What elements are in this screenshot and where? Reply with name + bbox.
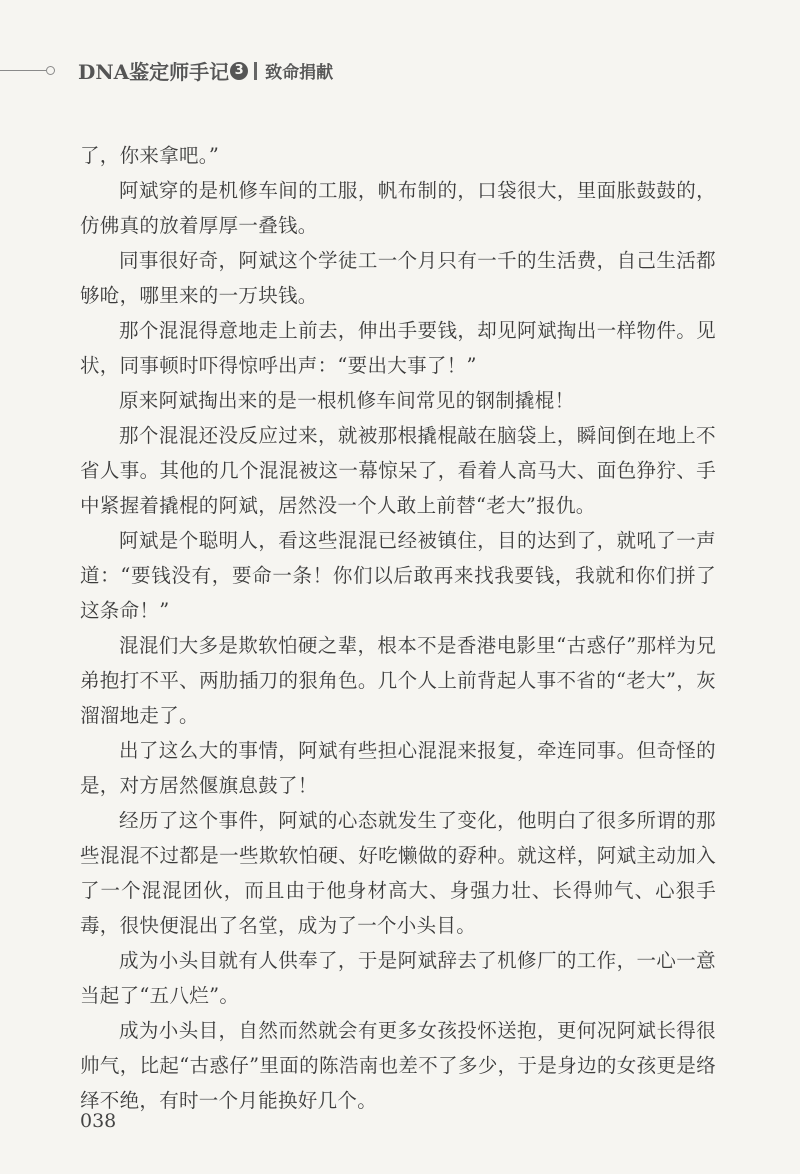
page-body: [80, 138, 716, 1118]
paragraph: 那个混混得意地走上前去，伸出手要钱，却见阿斌掏出一样物件。见状，同事顿时吓得惊呼出声：“要出大事了！”: [80, 319, 716, 377]
paragraph: 混混们大多是欺软怕硬之辈，根本不是香港电影里“古惑仔”那样为兄弟抱打不平、两肋插刀的狠角色。几个人上前背起人事不省的“老大”，灰溜溜地走了。: [80, 634, 716, 727]
paragraph: 出了这么大的事情，阿斌有些担心混混来报复，牵连同事。但奇怪的是，对方居然偃旗息鼓了！: [80, 739, 716, 797]
paragraph: 原来阿斌掏出来的是一根机修车间常见的钢制撬棍！: [119, 389, 575, 412]
paragraph: 阿斌是个聪明人，看这些混混已经被镇住，目的达到了，就吼了一声道：“要钱没有，要命一条！你们以后敢再来找我要钱，我就和你们拼了这条命！”: [80, 529, 716, 622]
book-title: DNA鉴定师手记: [78, 60, 230, 84]
paragraph: 那个混混还没反应过来，就被那根撬棍敲在脑袋上，瞬间倒在地上不省人事。其他的几个混混被这一幕惊呆了，看着人高马大、面色狰狞、手中紧握着撬棍的阿斌，居然没一个人敢上前替“老大”报仇。: [80, 424, 716, 517]
paragraph: 成为小头目，自然而然就会有更多女孩投怀送抱，更何况阿斌长得很帅气，比起“古惑仔”里面的陈浩南也差不了多少，于是身边的女孩更是络绎不绝，有时一个月能换好几个。: [80, 1019, 716, 1112]
paragraph: 了，你来拿吧。”: [80, 144, 220, 167]
volume-badge: 3: [230, 62, 248, 80]
paragraph: 同事很好奇，阿斌这个学徒工一个月只有一千的生活费，自己生活都够呛，哪里来的一万块钱。: [80, 249, 716, 307]
header-rule-line: [0, 70, 46, 71]
paragraph: 成为小头目就有人供奉了，于是阿斌辞去了机修厂的工作，一心一意当起了“五八烂”。: [80, 949, 716, 1007]
header-circle-ornament: [46, 66, 55, 75]
paragraph: 经历了这个事件，阿斌的心态就发生了变化，他明白了很多所谓的那些混混不过都是一些欺软怕硬、好吃懒做的孬种。就这样，阿斌主动加入了一个混混团伙，而且由于他身材高大、身强力壮、长得帅气、心狠手毒，很快便混出了名堂，成为了一个小头目。: [80, 809, 716, 937]
book-subtitle: 致命捐献: [265, 63, 334, 83]
paragraph: 阿斌穿的是机修车间的工服，帆布制的，口袋很大，里面胀鼓鼓的，仿佛真的放着厚厚一叠钱。: [80, 179, 716, 237]
header-title-group: [78, 56, 333, 85]
running-header: [0, 52, 800, 92]
header-separator: [254, 62, 257, 80]
page-number: 038: [80, 1110, 117, 1132]
